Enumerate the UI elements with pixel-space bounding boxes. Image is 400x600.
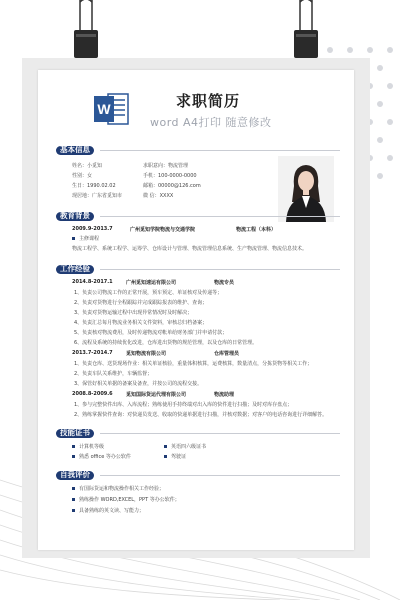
- work-period: 2013.7-2014.7: [72, 350, 113, 356]
- work-period: 2014.8-2017.1: [72, 279, 113, 285]
- work-company: 觅知物流有限公司: [126, 351, 167, 357]
- edu-course-label: 主修课程: [79, 236, 100, 242]
- info-phone: 手机：100-0000-0000: [143, 173, 197, 179]
- binder-clip-icon: [292, 0, 320, 62]
- work-role: 物流助理: [214, 392, 235, 398]
- edu-major: 物流工程（本科）: [236, 227, 277, 233]
- bullet-icon: [72, 445, 75, 448]
- svg-text:W: W: [97, 101, 111, 117]
- info-birth: 生日：1990.02.02: [72, 183, 116, 189]
- work-duty: 2、负责对货物进行全程跟踪并完成跟踪报表的维护、查询；: [74, 300, 208, 306]
- section-work: [56, 263, 340, 277]
- bullet-icon: [72, 498, 75, 501]
- section-title: 教育背景: [60, 211, 90, 220]
- binder-clip-icon: [72, 0, 100, 62]
- skill-item: 计算机等级: [79, 444, 105, 450]
- info-wechat: 微 信：XXXX: [143, 193, 174, 199]
- page-title: 求职简历: [176, 92, 241, 110]
- work-period: 2008.8-2009.6: [72, 391, 113, 397]
- bullet-icon: [72, 455, 75, 458]
- section-education: [56, 210, 340, 224]
- work-duty: 3、保管好相关单据的备案及备查，并按公司的流程交接。: [74, 381, 203, 387]
- bullet-icon: [72, 487, 75, 490]
- skill-item: 驾驶证: [171, 454, 187, 460]
- edu-courses: 物流工程学、系统工程学、运筹学、仓库设计与管理、物流管理信息系统、生产物流管理、物流信息技术。: [72, 246, 308, 252]
- work-duty: 2、负责车队关系维护，车辆监督；: [74, 371, 153, 377]
- work-duty: 1、参与完整快件出库、入库流程；熟练使用手持终端对出入库的快件进行扫描；及时对库存盘点；: [74, 402, 293, 408]
- bullet-icon: [72, 237, 75, 240]
- work-duty: 2、熟练掌握快件查询：对快递员发送、收取的快递单据进行扫描，并核对数据；对客户的电话咨询进行详细解答。: [74, 412, 328, 418]
- info-email: 邮箱：00000@126.com: [143, 183, 201, 189]
- work-duty: 6、流程及系统的持续优化改进，仓库进出货物的规范管理，以及仓库的日常管理。: [74, 340, 258, 346]
- work-duty: 3、负责对货物运输过程中出现异常情况时及时解决；: [74, 310, 193, 316]
- self-item: 具备熟练的英文读、写能力；: [79, 508, 145, 514]
- work-duty: 4、负责汇总每月物流业务相关文件资料，审核总归档备案；: [74, 320, 208, 326]
- section-self-evaluation: [56, 469, 340, 483]
- word-logo-icon: [94, 90, 130, 128]
- skill-item: 熟悉 office 等办公软件: [79, 454, 131, 460]
- self-item: 熟练操作 WORD,EXCEL，PPT 等办公软件；: [79, 497, 180, 503]
- self-item: 有国际货运和物流操作相关工作经验；: [79, 486, 165, 492]
- info-intent: 求职意向：物流管理: [143, 163, 189, 169]
- edu-school: 广州觅知学院物流与交通学院: [130, 227, 196, 233]
- section-title: 工作经验: [60, 264, 90, 273]
- info-gender: 性别：女: [72, 173, 93, 179]
- bullet-icon: [164, 445, 167, 448]
- work-duty: 1、负责公司物流工作的正常开展，预车预定、单证核对及传递等；: [74, 290, 223, 296]
- info-location: 现居地：广东省觅知市: [72, 193, 123, 199]
- edu-period: 2009.9-2013.7: [72, 226, 113, 232]
- info-name: 姓名：小觅知: [72, 163, 103, 169]
- work-company: 觅知国际货运代理有限公司: [126, 392, 187, 398]
- resume-paper: [38, 70, 354, 550]
- document-header: [94, 90, 314, 134]
- section-title: 技能证书: [60, 428, 90, 437]
- page-subtitle: word A4打印 随意修改: [150, 116, 272, 129]
- work-duty: 5、负责核对物流费用，及时传递物流对帐单给财务部门并申请付款；: [74, 330, 228, 336]
- section-skills: [56, 427, 340, 441]
- work-company: 广州觅知速运有限公司: [126, 280, 177, 286]
- skill-item: 英语四六级证书: [171, 444, 207, 450]
- bullet-icon: [72, 509, 75, 512]
- work-role: 仓库管理员: [214, 351, 240, 357]
- section-title: 自我评价: [60, 470, 90, 479]
- work-duty: 1、负责仓库、送货现场作业：相关单证核验，重量体积核算，运费核算，数量清点，分拣货物等相关工作；: [74, 361, 313, 367]
- section-title: 基本信息: [60, 145, 90, 154]
- work-role: 物流专员: [214, 280, 235, 286]
- bullet-icon: [164, 455, 167, 458]
